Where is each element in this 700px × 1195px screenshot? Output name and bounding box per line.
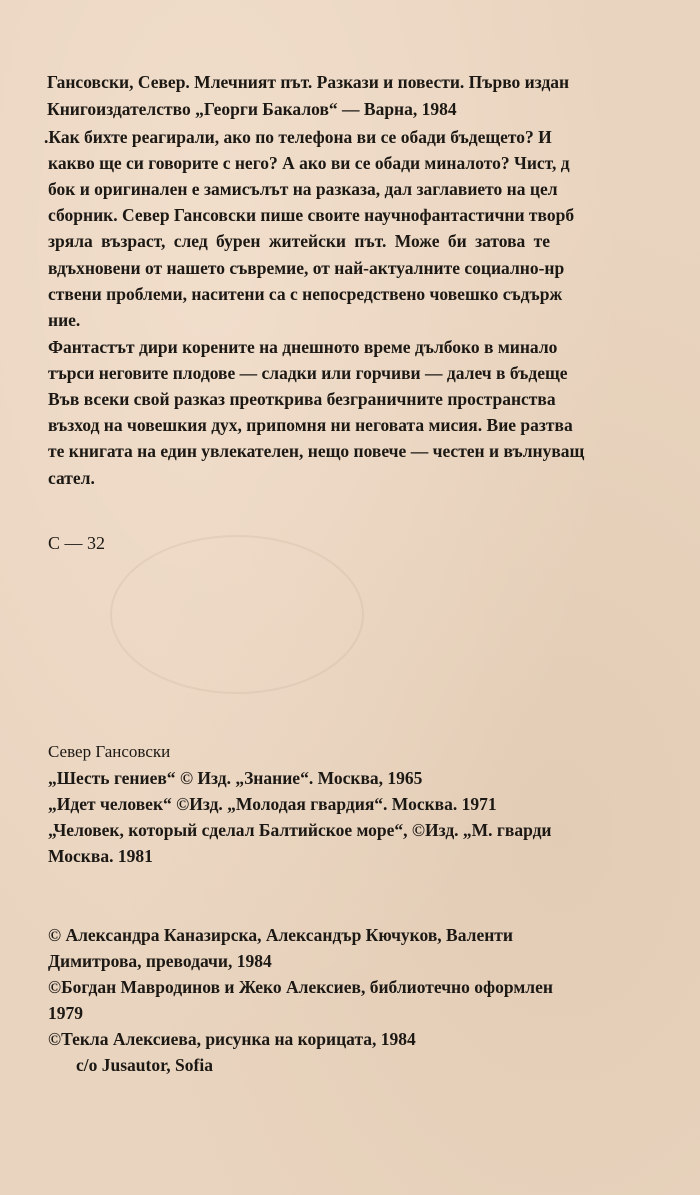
annotation-line: Във всеки свой разказ преоткрива безграничните пространства xyxy=(48,389,556,409)
copyright-icon: © xyxy=(48,977,62,997)
annotation-line: Фантастът дири корените на днешното време дълбоко в минало xyxy=(48,337,558,357)
classification-code: С — 32 xyxy=(48,533,106,553)
edition-title: „Человек, который сделал Балтийское море“, xyxy=(48,820,408,840)
annotation-line: ние. xyxy=(48,310,81,330)
bibliography-line-1: Гансовски, Север. Млечният път. Разкази и повести. Първо издан xyxy=(47,72,570,92)
agency-line: c/o Jusautor, Sofia xyxy=(76,1055,213,1075)
bibliography-line-2: Книгоиздателство „Георги Бакалов“ — Варна, 1984 xyxy=(47,99,457,119)
translators-role: Димитрова, преводачи, 1984 xyxy=(48,951,272,971)
annotation-line: .Как бихте реагирали, ако по телефона ви се обади бъдещето? И xyxy=(44,127,552,147)
copyright-icon: © xyxy=(411,820,425,840)
annotation-line: зряла възраст, след бурен житейски път. Може би затова те xyxy=(48,231,551,251)
original-edition-line xyxy=(48,819,552,841)
annotation-line: търси неговите плодове — сладки или горчиви — далеч в бъдеще xyxy=(48,363,568,383)
copyright-icon: © xyxy=(48,925,62,945)
annotation-line: те книгата на един увлекателен, нещо повече — честен и вълнуващ xyxy=(48,441,585,461)
cover-credit: Текла Алексиева, рисунка на корицата, 1984 xyxy=(61,1029,416,1049)
original-city-year: Москва. 1981 xyxy=(48,846,153,866)
copyright-icon: © xyxy=(179,768,194,788)
copyright-icon: © xyxy=(48,1029,62,1049)
edition-publisher: Изд. „Молодая гвардия“. Москва. 1971 xyxy=(189,794,497,814)
copyright-translators-line xyxy=(48,924,513,946)
original-author: Север Гансовски xyxy=(48,742,171,761)
edition-title: „Шесть гениев“ xyxy=(48,768,176,788)
copyright-design-line xyxy=(48,976,553,998)
annotation-line: бок и оригинален е замисълът на разказа, дал заглавието на цел xyxy=(48,179,558,199)
annotation-line: вдъхновени от нашето съвремие, от най-актуалните социално-нр xyxy=(48,258,565,278)
edition-publisher: Изд. „Знание“. Москва, 1965 xyxy=(193,768,423,788)
annotation-line: ствени проблеми, наситени са с непосредствено човешко съдърж xyxy=(48,284,563,304)
annotation-line: сборник. Север Гансовски пише своите научнофантастични творб xyxy=(48,205,575,225)
annotation-line: възход на човешкия дух, припомня ни неговата мисия. Вие разтва xyxy=(48,415,573,435)
design-credit: Богдан Мавродинов и Жеко Алексиев, библиотечно оформлен xyxy=(61,977,553,997)
annotation-line: какво ще си говорите с него? А ако ви се обади миналото? Чист, д xyxy=(48,153,570,173)
copyright-cover-line xyxy=(48,1028,416,1050)
edition-publisher: Изд. „М. гварди xyxy=(424,820,552,840)
edition-title: „Идет человек“ xyxy=(48,794,172,814)
faded-stamp xyxy=(110,535,364,694)
original-edition-line xyxy=(48,793,497,815)
copyright-icon: © xyxy=(176,794,190,814)
design-year: 1979 xyxy=(48,1003,83,1023)
original-edition-line xyxy=(48,767,422,789)
translators-names: Александра Каназирска, Александър Кючуков, Валенти xyxy=(61,925,513,945)
annotation-line: сател. xyxy=(48,468,95,488)
